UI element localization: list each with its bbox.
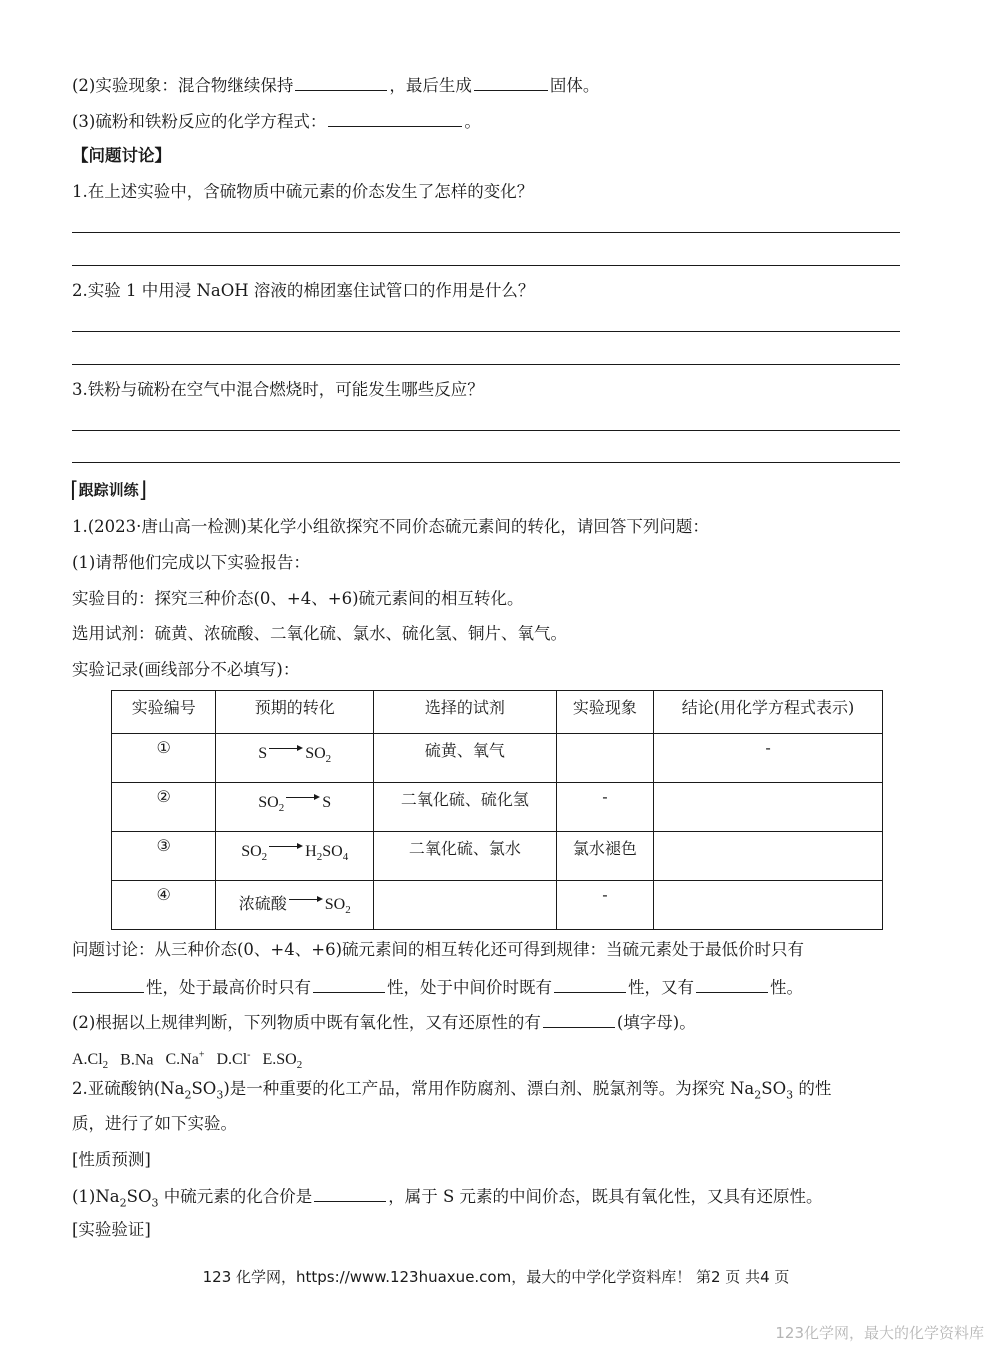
experiment-purpose: 实验目的：探究三种价态(0、+4、+6)硫元素间的相互转化。 — [72, 589, 524, 608]
answer-options — [72, 1045, 302, 1077]
experiment-number: ④ — [112, 881, 216, 930]
answer-blank[interactable] — [313, 975, 385, 993]
answer-line[interactable] — [72, 331, 900, 332]
property-prediction-heading: [性质预测] — [72, 1150, 151, 1169]
table-header-row — [112, 691, 883, 734]
arrow-icon — [284, 793, 322, 803]
table-row — [112, 734, 883, 783]
exercise-2-question-1: $(1)Na_2SO_3$ 中硫元素的化合价是 ，属于 S 元素的中间价态，既具有氧化性，又具有还原性。 — [72, 1184, 823, 1214]
page-footer: 123 化学网，https://www.123huaxue.com，最大的中学化学资料库！ 第2 页 共4 页 — [202, 1268, 790, 1286]
expected-conversion: 浓硫酸 $SO_2$ — [216, 881, 374, 930]
table-row — [112, 783, 883, 832]
expected-conversion: $SO_2$ S — [216, 783, 374, 832]
experiment-number: ③ — [112, 832, 216, 881]
experiment-number: ① — [112, 734, 216, 783]
option-d[interactable]: D.Cl- — [216, 1050, 251, 1069]
arrow-icon — [267, 842, 305, 852]
answer-line[interactable] — [72, 430, 900, 431]
option-b[interactable]: B.Na — [120, 1051, 154, 1069]
conclusion-cell[interactable] — [654, 881, 883, 930]
answer-line[interactable] — [72, 364, 900, 365]
discussion-question-2: 2.实验 1 中用浸 NaOH 溶液的棉团塞住试管口的作用是什么？ — [72, 281, 535, 300]
expected-conversion: $SO_2$ $H_2SO_4$ — [216, 832, 374, 881]
answer-blank[interactable] — [72, 975, 144, 993]
table-header: 选择的试剂 — [374, 691, 557, 734]
phenomenon-cell[interactable] — [556, 734, 653, 783]
exercise-1-intro: 1.(2023·唐山高一检测)某化学小组欲探究不同价态硫元素间的转化，请回答下列问题： — [72, 517, 709, 536]
conclusion-cell[interactable] — [654, 783, 883, 832]
answer-line[interactable] — [72, 265, 900, 266]
option-c[interactable]: C.Na+ — [165, 1050, 205, 1069]
answer-blank[interactable] — [696, 975, 768, 993]
exercise-2-line-2: 质，进行了如下实验。 — [72, 1114, 237, 1133]
conclusion-cell[interactable] — [654, 832, 883, 881]
watermark: 123化学网，最大的化学资料库 — [775, 1324, 984, 1342]
selected-reagent: 硫黄、氧气 — [374, 734, 557, 783]
arrow-icon — [287, 895, 325, 905]
experiment-table — [111, 690, 883, 930]
answer-blank[interactable] — [295, 73, 387, 91]
arrow-icon — [267, 744, 305, 754]
question-3-equation: (3)硫粉和铁粉反应的化学方程式： 。 — [72, 109, 481, 133]
table-header: 实验编号 — [112, 691, 216, 734]
phenomenon-cell[interactable]: - — [556, 783, 653, 832]
exercise-1-sub2: (2)根据以上规律判断，下列物质中既有氧化性，又有还原性的有 (填字母)。 — [72, 1010, 696, 1034]
option-e[interactable]: $E.SO_2$ — [262, 1051, 303, 1072]
conclusion-cell[interactable]: - — [654, 734, 883, 783]
exercise-2-line-1: 2.亚硫酸钠$(Na_2SO_3)$是一种重要的化工产品，常用作防腐剂、漂白剂、脱氯剂等。为探究 $Na_2SO_3$ 的性 — [72, 1079, 832, 1102]
section-heading-tracking-practice: ⌈跟踪训练⌋ — [70, 478, 148, 503]
experiment-record-label: 实验记录(画线部分不必填写)： — [72, 660, 300, 679]
experiment-number: ② — [112, 783, 216, 832]
experiment-verification-heading: [实验验证] — [72, 1220, 151, 1239]
selected-reagents: 选用试剂：硫黄、浓硫酸、二氧化硫、氯水、硫化氢、铜片、氧气。 — [72, 624, 567, 643]
answer-blank[interactable] — [314, 1184, 386, 1202]
answer-line[interactable] — [72, 462, 900, 463]
table-header: 实验现象 — [556, 691, 653, 734]
discussion-question-3: 3.铁粉与硫粉在空气中混合燃烧时，可能发生哪些反应？ — [72, 380, 484, 399]
question-2-phenomenon: (2)实验现象：混合物继续保持 ，最后生成 固体。 — [72, 73, 599, 97]
answer-blank[interactable] — [554, 975, 626, 993]
discussion-rule-line-2: 性，处于最高价时只有 性，处于中间价时既有 性，又有 性。 — [72, 975, 803, 999]
answer-blank[interactable] — [543, 1010, 615, 1028]
table-row — [112, 832, 883, 881]
table-row — [112, 881, 883, 930]
answer-blank[interactable] — [474, 73, 548, 91]
discussion-rule-line-1: 问题讨论：从三种价态(0、+4、+6)硫元素间的相互转化还可得到规律：当硫元素处于最低价时只有 — [72, 940, 805, 959]
table-header: 结论(用化学方程式表示) — [654, 691, 883, 734]
selected-reagent: 二氧化硫、硫化氢 — [374, 783, 557, 832]
selected-reagent[interactable] — [374, 881, 557, 930]
expected-conversion: S $SO_2$ — [216, 734, 374, 783]
discussion-question-1: 1.在上述实验中，含硫物质中硫元素的价态发生了怎样的变化？ — [72, 182, 534, 201]
table-header: 预期的转化 — [216, 691, 374, 734]
selected-reagent: 二氧化硫、氯水 — [374, 832, 557, 881]
answer-blank[interactable] — [328, 109, 462, 127]
discussion-heading: 【问题讨论】 — [72, 146, 171, 165]
answer-line[interactable] — [72, 232, 900, 233]
option-a[interactable]: $A.Cl_2$ — [72, 1051, 109, 1072]
phenomenon-cell[interactable]: 氯水褪色 — [556, 832, 653, 881]
phenomenon-cell[interactable]: - — [556, 881, 653, 930]
exercise-1-sub1: (1)请帮他们完成以下实验报告： — [72, 553, 310, 572]
